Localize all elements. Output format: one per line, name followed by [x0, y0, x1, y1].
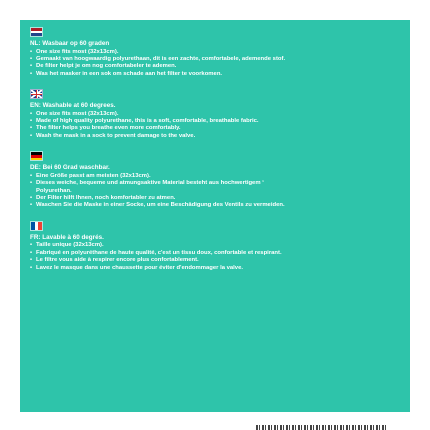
- section-nl: [30, 27, 400, 78]
- list-item-continuation: Polyurethan.: [36, 187, 72, 194]
- section-en: [30, 89, 400, 140]
- feature-list: [30, 242, 400, 272]
- germany-flag-icon: [30, 151, 43, 161]
- list-item: • Taille unique (32x13cm).: [30, 242, 400, 249]
- section-heading: NL: Wasbaar op 60 graden: [30, 40, 110, 47]
- list-item: • Fabriqué en polyuréthane de haute qualité, c'est un tissu doux, confortable et respirant.: [30, 250, 400, 257]
- list-item-text: Dieses weiche, bequeme und atmungsaktive Material besteht aus hochwertigem ‘: [36, 180, 264, 187]
- list-item: • Was het masker in een sok om schade aan het filter te voorkomen.: [30, 71, 400, 78]
- section-heading: FR: Lavable à 60 degrés.: [30, 233, 104, 241]
- list-item: • Wash the mask in a sock to prevent damage to the valve.: [30, 133, 400, 140]
- section-heading: DE: Bei 60 Grad waschbar.: [30, 164, 110, 172]
- list-item: • Eine Größe passt am meisten (32x13cm).: [30, 173, 400, 180]
- barcode-graphic: [256, 425, 386, 430]
- list-item: [30, 180, 400, 195]
- section-heading: EN: Washable at 60 degrees.: [30, 102, 116, 110]
- france-flag-icon: [30, 221, 43, 231]
- list-item: • Gemaakt van hoogwaardig polyurethaan, dit is een zachte, comfortabele, ademende stof.: [30, 56, 400, 63]
- info-panel: [20, 20, 410, 412]
- list-item: • Waschen Sie die Maske in einer Socke, um eine Beschädigung des Ventils zu vermeiden.: [30, 202, 400, 209]
- section-de: [30, 151, 400, 210]
- feature-list: [30, 111, 400, 141]
- list-item: • Der Filter hilft Ihnen, noch komfortabler zu atmen.: [30, 195, 400, 202]
- list-item: • De filter helpt je om nog comfortabeler te ademen.: [30, 63, 400, 70]
- uk-flag-icon: [30, 89, 43, 99]
- list-item: • Lavez le masque dans une chaussette pour éviter d'endommager la valve.: [30, 265, 400, 272]
- list-item: • One size fits most (32x13cm).: [30, 111, 400, 118]
- netherlands-flag-icon: [30, 27, 43, 37]
- cropped-text-fragment: [62, 423, 172, 430]
- list-item: • One size fits most (32x13cm).: [30, 49, 400, 56]
- feature-list: [30, 49, 400, 79]
- list-item: • Le filtre vous aide à respirer encore plus confortablement.: [30, 257, 400, 264]
- section-fr: [30, 221, 400, 272]
- feature-list: [30, 173, 400, 210]
- list-item: • Made of high quality polyurethane, this is a soft, comfortable, breathable fabric.: [30, 118, 400, 125]
- list-item: • The filter helps you breathe even more comfortably.: [30, 125, 400, 132]
